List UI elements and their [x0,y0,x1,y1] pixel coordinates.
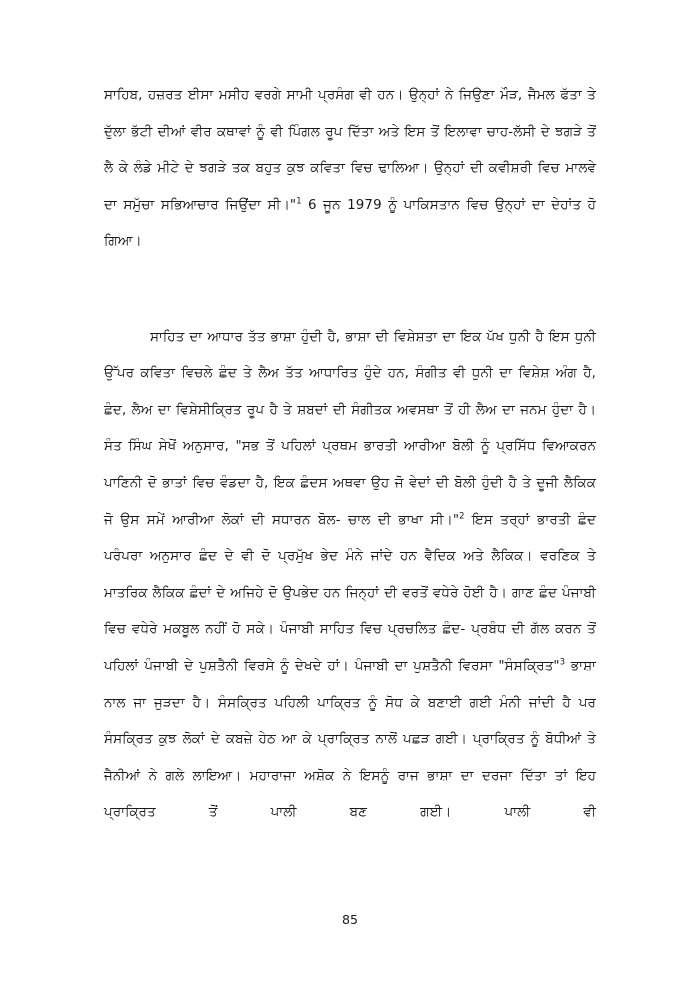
paragraph-2-segment-3: ਭਾਸ਼ਾ ਨਾਲ ਜਾ ਜੁੜਦਾ ਹੈ। ਸੰਸਕ੍ਰਿਤ ਪਹਿਲੀ ਪਾਕ੍ਰਿਤ ਨੂੰ ਸੋਧ ਕੇ ਬਣਾਈ ਗਈ ਮੰਨੀ ਜਾਂਦੀ ਹੈ ਪਰ ਸੰਸਕ੍ਰਿਤ ਕੁਝ ਲੋਕਾਂ ਦੇ ਕਬਜ਼ੇ ਹੇਠ ਆ ਕੇ ਪ੍ਰਾਕ੍ਰਿਤ ਨਾਲੋਂ ਪਛੜ ਗਈ। ਪ੍ਰਾਕ੍ਰਿਤ ਨੂੰ ਬੋਧੀਆਂ ਤੇ ਜੈਨੀਆਂ ਨੇ ਗਲੇ ਲਾਇਆ। ਮਹਾਰਾਜਾ ਅਸ਼ੋਕ ਨੇ ਇਸਨੂੰ ਰਾਜ ਭਾਸ਼ਾ ਦਾ ਦਰਜਾ ਦਿੱਤਾ ਤਾਂ ਇਹ ਪ੍ਰਾਕ੍ਰਿਤ ਤੋਂ ਪਾਲੀ ਬਣ ਗਈ। ਪਾਲੀ ਵੀ [104,658,596,821]
footnote-marker-3: 3 [559,656,566,667]
paragraph-1 [104,78,596,298]
paragraph-1-text-after-footnote: 6 ਜੂਨ 1979 ਨੂੰ ਪਾਕਿਸਤਾਨ ਵਿਚ ਉਨ੍ਹਾਂ ਦਾ ਦੇਹਾਂਤ ਹੋ ਗਿਆ। [104,197,596,250]
paragraph-1-text-before-footnote: ਸਾਹਿਬ, ਹਜ਼ਰਤ ਈਸਾ ਮਸੀਹ ਵਰਗੇ ਸਾਮੀ ਪ੍ਰਸੰਗ ਵੀ ਹਨ। ਉਨ੍ਹਾਂ ਨੇ ਜਿਉਣਾ ਮੌੜ, ਜੈਮਲ ਫੱਤਾ ਤੇ ਦੁੱਲਾ ਭੱਟੀ ਦੀਆਂ ਵੀਰ ਕਥਾਵਾਂ ਨੂੰ ਵੀ ਪਿੰਗਲ ਰੂਪ ਦਿੱਤਾ ਅਤੇ ਇਸ ਤੋਂ ਇਲਾਵਾ ਚਾਹ-ਲੱਸੀ ਦੇ ਝਗੜੇ ਤੋਂ ਲੈ ਕੇ ਲੰਡੇ ਮੀਟੇ ਦੇ ਝਗੜੇ ਤਕ ਬਹੁਤ ਕੁਝ ਕਵਿਤਾ ਵਿਚ ਢਾਲਿਆ। ਉਨ੍ਹਾਂ ਦੀ ਕਵੀਸ਼ਰੀ ਵਿਚ ਮਾਲਵੇ ਦਾ ਸਮੁੱਚਾ ਸਭਿਆਚਾਰ ਜਿਉਂਦਾ ਸੀ।" [104,88,596,213]
page-number: 85 [341,912,359,927]
paragraph-2-segment-1: ਸਾਹਿਤ ਦਾ ਆਧਾਰ ਤੱਤ ਭਾਸ਼ਾ ਹੁੰਦੀ ਹੈ, ਭਾਸ਼ਾ ਦੀ ਵਿਸ਼ੇਸ਼ਤਾ ਦਾ ਇਕ ਪੱਖ ਧੁਨੀ ਹੈ ਇਸ ਧੁਨੀ ਉੱਪਰ ਕਵਿਤਾ ਵਿਚਲੇ ਛੰਦ ਤੇ ਲੈਅ ਤੱਤ ਆਧਾਰਿਤ ਹੁੰਦੇ ਹਨ, ਸੰਗੀਤ ਵੀ ਧੁਨੀ ਦਾ ਵਿਸ਼ੇਸ਼ ਅੰਗ ਹੈ, ਛੰਦ, ਲੈਅ ਦਾ ਵਿਸ਼ੇਸੀਕ੍ਰਿਤ ਰੂਪ ਹੈ ਤੇ ਸ਼ਬਦਾਂ ਦੀ ਸੰਗੀਤਕ ਅਵਸਥਾ ਤੋਂ ਹੀ ਲੈਅ ਦਾ ਜਨਮ ਹੁੰਦਾ ਹੈ। ਸੰਤ ਸਿੰਘ ਸੇਖੋਂ ਅਨੁਸਾਰ, "ਸਭ ਤੋਂ ਪਹਿਲਾਂ ਪ੍ਰਥਮ ਭਾਰਤੀ ਆਰੀਆ ਬੋਲੀ ਨੂੰ ਪ੍ਰਸਿੱਧ ਵਿਆਕਰਨ ਪਾਣਿਨੀ ਦੋ ਭਾਤਾਂ ਵਿਚ ਵੰਡਦਾ ਹੈ, ਇਕ ਛੰਦਸ ਅਥਵਾ ਉਹ ਜੋ ਵੇਦਾਂ ਦੀ ਬੋਲੀ ਹੁੰਦੀ ਹੈ ਤੇ ਦੂਜੀ ਲੈਕਿਕ ਜੋ ਉਸ ਸਮੇਂ ਆਰੀਆ ਲੋਕਾਂ ਦੀ ਸਧਾਰਨ ਬੋਲ- ਚਾਲ ਦੀ ਭਾਖਾ ਸੀ।" [104,329,596,528]
page-text-body [104,78,596,868]
footnote-marker-2: 2 [459,510,465,521]
paragraph-2 [104,320,596,869]
footnote-marker-1: 1 [296,195,302,206]
paragraph-2-segment-2: ਇਸ ਤਰ੍ਹਾਂ ਭਾਰਤੀ ਛੰਦ ਪਰੰਪਰਾ ਅਨੁਸਾਰ ਛੰਦ ਦੇ ਵੀ ਦੋ ਪ੍ਰਮੁੱਖ ਭੇਦ ਮੰਨੇ ਜਾਂਦੇ ਹਨ ਵੈਦਿਕ ਅਤੇ ਲੈਕਿਕ। ਵਰਣਿਕ ਤੇ ਮਾਤਰਿਕ ਲੈਕਿਕ ਛੰਦਾਂ ਦੇ ਅਜਿਹੇ ਦੋ ਉਪਭੇਦ ਹਨ ਜਿਨ੍ਹਾਂ ਦੀ ਵਰਤੋਂ ਵਧੇਰੇ ਹੋਈ ਹੈ। ਗਾਣ ਛੰਦ ਪੰਜਾਬੀ ਵਿਚ ਵਧੇਰੇ ਮਕਬੂਲ ਨਹੀਂ ਹੋ ਸਕੇ। ਪੰਜਾਬੀ ਸਾਹਿਤ ਵਿਚ ਪ੍ਰਚਲਿਤ ਛੰਦ- ਪ੍ਰਬੰਧ ਦੀ ਗੱਲ ਕਰਨ ਤੋਂ ਪਹਿਲਾਂ ਪੰਜਾਬੀ ਦੇ ਪੁਸ਼ਤੈਨੀ ਵਿਰਸੇ ਨੂੰ ਦੇਖਦੇ ਹਾਂ। ਪੰਜਾਬੀ ਦਾ ਪੁਸ਼ਤੈਨੀ ਵਿਰਸਾ "ਸੰਸਕ੍ਰਿਤ" [104,512,597,674]
